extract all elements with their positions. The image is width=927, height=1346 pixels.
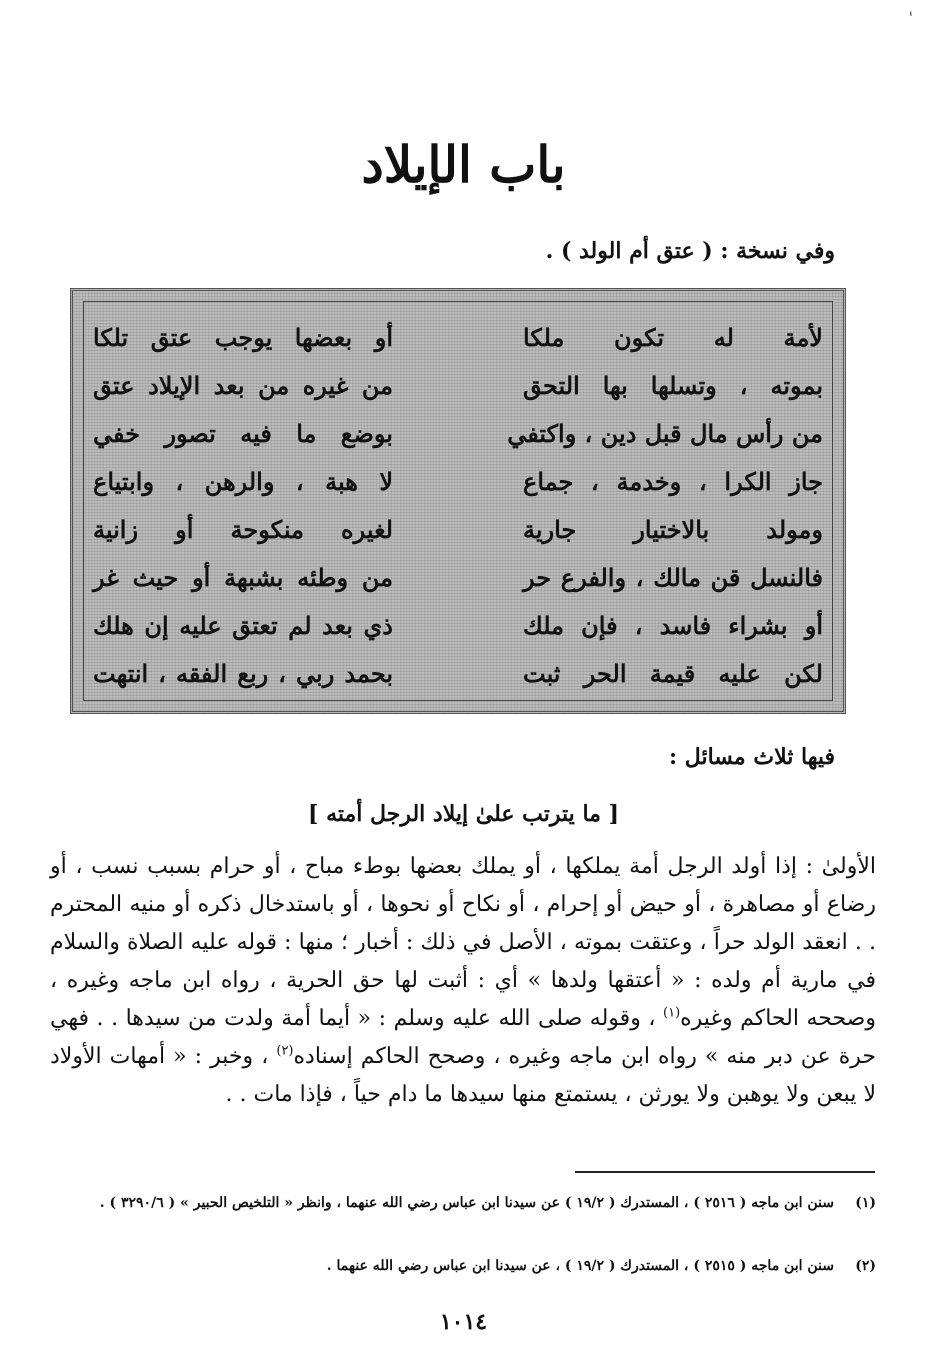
body-text-part: الأولىٰ : إذا أولد الرجل أمة يملكها ، أو يملك بعضها بوطء مباح ، أو حرام بسبب نسب ، أو رضاع أو مصاهرة ، أو حيض أو إحرام ، أو نكاح أو نحوها ، أو باستدخال ذكره أو منيه المحترم . . انعقد الولد حراً ، وعتقت بموته ، الأصل في ذلك : أخبار ؛ منها : قوله عليه الصلاة والسلام في مارية أم ولده : « أعتقها ولدها » أي : أثبت لها حق الحرية ، رواه ابن ماجه وغيره ، وصححه الحاكم وغيره <box>50 854 876 1031</box>
poem-hemistich-second: أو بعضها يوجب عتق تلكا <box>93 323 393 352</box>
poem-hemistich-second: من غيره من بعد الإيلاد عتق <box>93 371 393 400</box>
poem-hemistich-first: لكن عليه قيمة الحر ثبت <box>523 659 823 688</box>
footnote-divider <box>575 1171 875 1173</box>
page-number: ١٠١٤ <box>439 1309 488 1335</box>
poem-hemistich-first: من رأس مال قبل دين ، واكتفي <box>507 419 823 448</box>
body-paragraph <box>50 848 876 1114</box>
poem-hemistich-first: بموته ، وتسلها بها التحق <box>523 371 823 400</box>
poem-hemistich-first: أو بشراء فاسد ، فإن ملك <box>523 611 823 640</box>
poem-hemistich-second: بوضع ما فيه تصور خفي <box>93 419 393 448</box>
poem-hemistich-second: من وطئه بشبهة أو حيث غر <box>93 563 393 592</box>
footnote-ref[interactable]: (٢) <box>276 1043 294 1059</box>
poem-hemistich-first: فالنسل قن مالك ، والفرع حر <box>523 563 823 592</box>
poem-hemistich-second: لغيره منكوحة أو زانية <box>93 515 393 544</box>
chapter-title: باب الإيلاد <box>361 135 566 194</box>
body-text-part: ، وخبر : « أمهات الأولاد لا يبعن ولا يوهبن ولا يورثن ، يستمتع منها سيدها ما دام حياً ، فإذا مات . . <box>50 1044 876 1107</box>
section-title: [ ما يترتب علىٰ إيلاد الرجل أمته ] <box>308 801 619 827</box>
poem-line <box>93 371 823 421</box>
poem-line <box>93 419 823 469</box>
footnote-number: (٢) <box>855 1258 876 1274</box>
footnote-text: سنن ابن ماجه ( ٢٥١٥ ) ، المستدرك ( ١٩/٢ ) ، عن سيدنا ابن عباس رضي الله عنهما . <box>326 1258 834 1274</box>
poem-hemistich-first: جاز الكرا ، وخدمة ، جماع <box>523 467 823 496</box>
body-text-part: ، وقوله صلى الله عليه وسلم : « أيما أمة ولدت من سيدها . . فهي حرة عن دبر منه » رواه ابن ماجه وغيره ، وصحح الحاكم إسناده <box>50 1006 876 1069</box>
poem-line <box>93 467 823 517</box>
poem-line <box>93 323 823 373</box>
issues-heading: فيها ثلاث مسائل : <box>669 744 835 770</box>
poem-line <box>93 515 823 565</box>
poem-hemistich-second: بحمد ربي ، ربع الفقه ، انتهت <box>93 659 393 688</box>
poem-line <box>93 659 823 709</box>
poem-hemistich-second: ذي بعد لم تعتق عليه إن هلك <box>93 611 393 640</box>
poem-hemistich-first: لأمة له تكون ملكا <box>523 323 823 352</box>
footnote-number: (١) <box>855 1195 876 1211</box>
poem-hemistich-second: لا هبة ، والرهن ، وابتياع <box>93 467 393 496</box>
footnote-ref[interactable]: (١) <box>663 1005 681 1021</box>
footnote <box>50 1255 876 1277</box>
footnote-text: سنن ابن ماجه ( ٢٥١٦ ) ، المستدرك ( ١٩/٢ ) عن سيدنا ابن عباس رضي الله عنهما ، وانظر « التلخيص الحبير » ( ٣٢٩٠/٦ ) . <box>99 1195 834 1211</box>
poem-hemistich-first: ومولد بالاختيار جارية <box>523 515 823 544</box>
corner-mark: ' <box>908 8 913 27</box>
version-note: وفي نسخة : ( عتق أم الولد ) . <box>545 238 835 264</box>
poem-line <box>93 611 823 661</box>
poem-frame <box>70 288 846 714</box>
poem-line <box>93 563 823 613</box>
footnote <box>50 1192 876 1214</box>
